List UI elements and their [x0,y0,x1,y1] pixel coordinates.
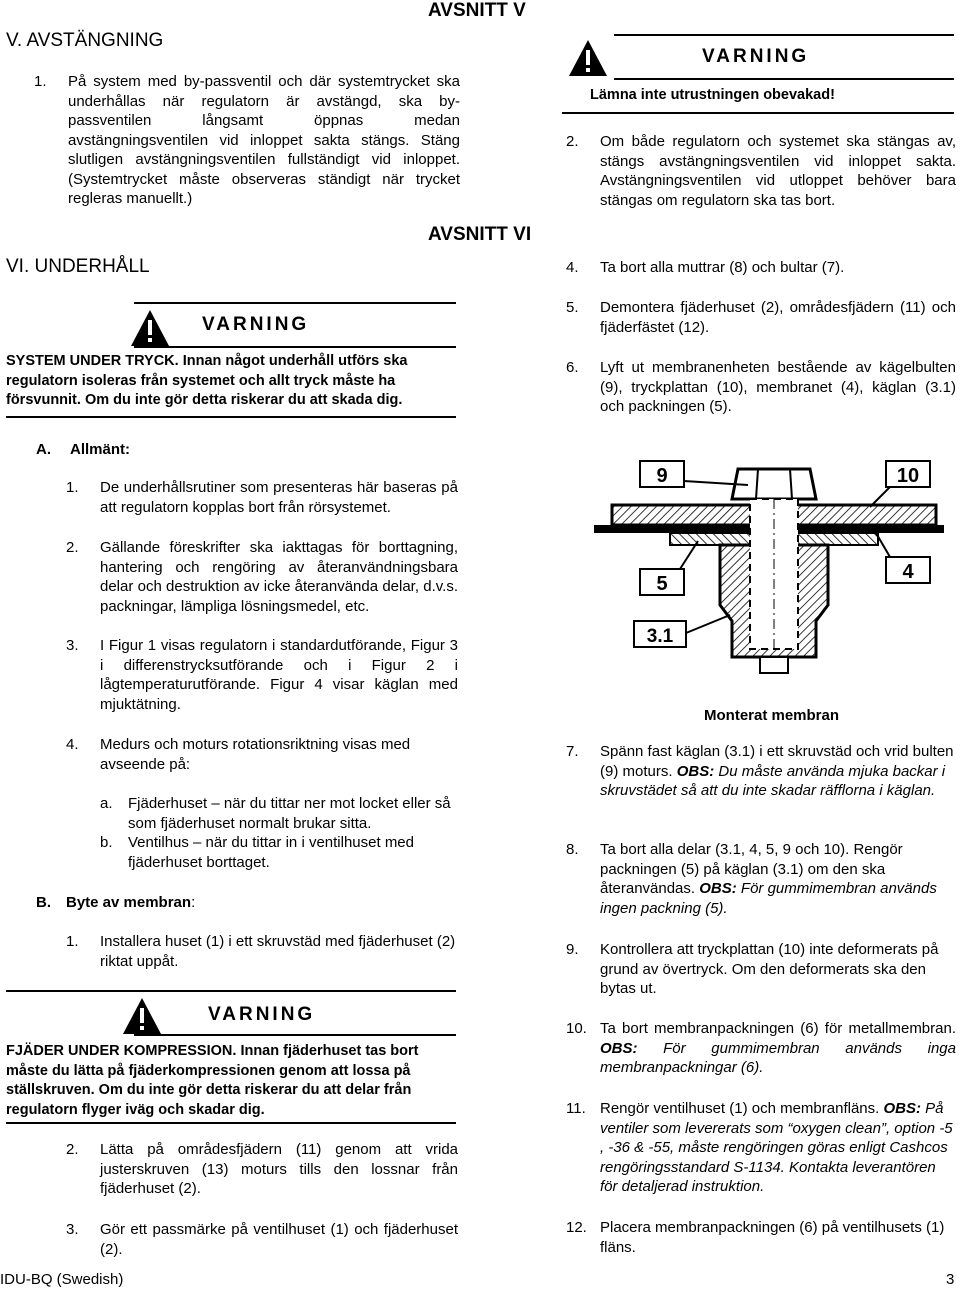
warning-title: VARNING [202,314,310,335]
diaphragm-assembly-figure [590,445,950,685]
item-letter: a. [100,795,113,812]
subsection-b-heading: B. Byte av membran: [36,894,196,911]
figure-label-5: 5 [656,573,668,595]
item-text: Kontrollera att tryckplattan (10) inte deformerats på grund av övertryck. Om den deformerats ska den bytas ut. [600,941,939,997]
item-number: 5. [566,299,579,316]
warning-title: VARNING [208,1004,316,1025]
item-text: Ventilhus – när du tittar in i ventilhuset med fjäderhuset borttaget. [128,834,414,871]
figure-label-3-1: 3.1 [646,626,674,647]
section-vi-title: VI. UNDERHÅLL [6,256,150,277]
item-text: Lyft ut membranenheten bestående av kägelbulten (9), tryckplattan (10), membranet (4), käglan (3.1) och packningen (5). [600,359,956,415]
item-number: 10. [566,1020,587,1037]
item-text: Gör ett passmärke på ventilhuset (1) och fjäderhuset (2). [100,1221,458,1258]
section-v-label: AVSNITT V [428,0,526,21]
figure-caption: Monterat membran [704,707,840,724]
warning-mid-rule [134,1034,456,1036]
item-text: På system med by-passventil och där systemtrycket ska underhållas när regulatorn är avstängd, ska by-passventilen långsamt öppnas medan avstängningsventilen vid inloppet sakta stängs. Stäng slutligen avstängningsventilen fullständigt vid inloppet. (Systemtrycket måste observeras ständigt när trycket regleras manuellt.) [68,73,460,207]
item-text: Lätta på områdesfjädern (11) genom att vrida justerskruven (13) moturs tills den lossnar från fjäderhuset (2). [100,1141,458,1197]
warning-top-rule [614,34,954,36]
item-text: Spänn fast käglan (3.1) i ett skruvstäd och vrid bulten (9) moturs. OBS: Du måste använda mjuka backar i skruvstädet så att du inte skadar räfflorna i käglan. [600,743,954,799]
warning-title: VARNING [702,46,810,67]
item-text: Installera huset (1) i ett skruvstäd med fjäderhuset (2) riktat uppåt. [100,933,456,970]
warning-triangle-icon [122,996,162,1036]
figure-label-10: 10 [896,465,920,487]
item-number: 3. [66,1221,79,1238]
footer-doc-id: IDU-BQ (Swedish) [0,1271,124,1288]
warning-top-rule [134,302,456,304]
item-number: 8. [566,841,579,858]
item-number: 1. [34,73,47,90]
item-letter: b. [100,834,113,851]
footer-page-number: 3 [946,1271,955,1288]
warning-box-spring [6,990,456,1124]
warning-box-pressure [6,302,456,418]
figure-label-4: 4 [902,561,914,583]
section-v-title: V. AVSTÄNGNING [6,30,164,51]
item-number: 1. [66,479,79,496]
item-number: 3. [66,637,79,654]
item-number: 2. [66,539,79,556]
item-number: 4. [66,736,79,753]
subsection-a-heading: A. Allmänt: [36,441,130,458]
item-number: 12. [566,1219,587,1236]
item-number: 7. [566,743,579,760]
item-text: Placera membranpackningen (6) på ventilhusets (1) fläns. [600,1219,945,1256]
item-number: 6. [566,359,579,376]
item-number: 9. [566,941,579,958]
item-text: Demontera fjäderhuset (2), områdesfjädern (11) och fjäderfästet (12). [600,299,956,336]
warning-triangle-icon [568,38,608,78]
warning-bottom-rule [6,416,456,418]
item-number: 1. [66,933,79,950]
warning-mid-rule [614,78,954,80]
item-text: I Figur 1 visas regulatorn i standardutförande, Figur 3 i differenstrycksutförande och i Figur 2 i lågtemperaturutförande. Figur 4 visar käglan med mjuktätning. [100,637,458,713]
warning-triangle-icon [130,308,170,348]
warning-text: FJÄDER UNDER KOMPRESSION. Innan fjäderhuset tas bort måste du lätta på fjäderkompressionen genom att lossa på ställskruven. Om du inte gör detta riskerar du att delar från regulatorn flyger iväg och skadar dig. [6,1043,419,1118]
item-text: Gällande föreskrifter ska iakttagas för borttagning, hantering och rengöring av återanvändningsbara delar och destruktion av icke återanvända delar, d.v.s. packningar, lämpliga lösningsmedel, etc. [100,539,458,615]
item-text: Rengör ventilhuset (1) och membranfläns. OBS: På ventiler som levererats som “oxygen clean”, option -5 , -36 & -55, måste rengöringen göras enligt Cashcos rengöringsstandard S-1134. Kontakta leverantören för detaljerad instruktion. [600,1100,953,1195]
item-text: De underhållsrutiner som presenteras här baseras på att regulatorn kopplas bort från rörsystemet. [100,479,458,516]
warning-top-rule [6,990,456,992]
item-number: 11. [566,1100,586,1117]
warning-text: SYSTEM UNDER TRYCK. Innan något underhåll utförs ska regulatorn isoleras från systemet och allt tryck måste ha försvunnit. Om du inte gör detta riskerar du att skada dig. [6,353,408,408]
section-vi-label: AVSNITT VI [428,224,532,245]
item-text: Ta bort alla muttrar (8) och bultar (7). [600,259,845,276]
item-text: Om både regulatorn och systemet ska stängas av, stängs avstängningsventilen vid inloppet sakta. Avstängningsventilen vid utloppet behöver bara stängas om regulatorn ska tas bort. [600,133,956,209]
warning-bottom-rule [6,1122,456,1124]
item-text: Ta bort membranpackningen (6) för metallmembran. OBS: För gummimembran används inga membranpackningar (6). [600,1020,956,1076]
warning-text: Lämna inte utrustningen obevakad! [590,87,835,103]
warning-box-v [562,34,954,114]
item-number: 2. [66,1141,79,1158]
warning-bottom-rule [562,112,954,114]
item-text: Fjäderhuset – när du tittar ner mot locket eller så som fjäderhuset normalt brukar sitta. [128,795,451,832]
item-text: Medurs och moturs rotationsriktning visas med avseende på: [100,736,411,773]
item-number: 2. [566,133,579,150]
item-number: 4. [566,259,579,276]
figure-label-9: 9 [656,465,668,487]
item-text: Ta bort alla delar (3.1, 4, 5, 9 och 10). Rengör packningen (5) på käglan (3.1) om den ska återanvändas. OBS: För gummimembran används ingen packning (5). [600,841,937,917]
warning-mid-rule [134,346,456,348]
